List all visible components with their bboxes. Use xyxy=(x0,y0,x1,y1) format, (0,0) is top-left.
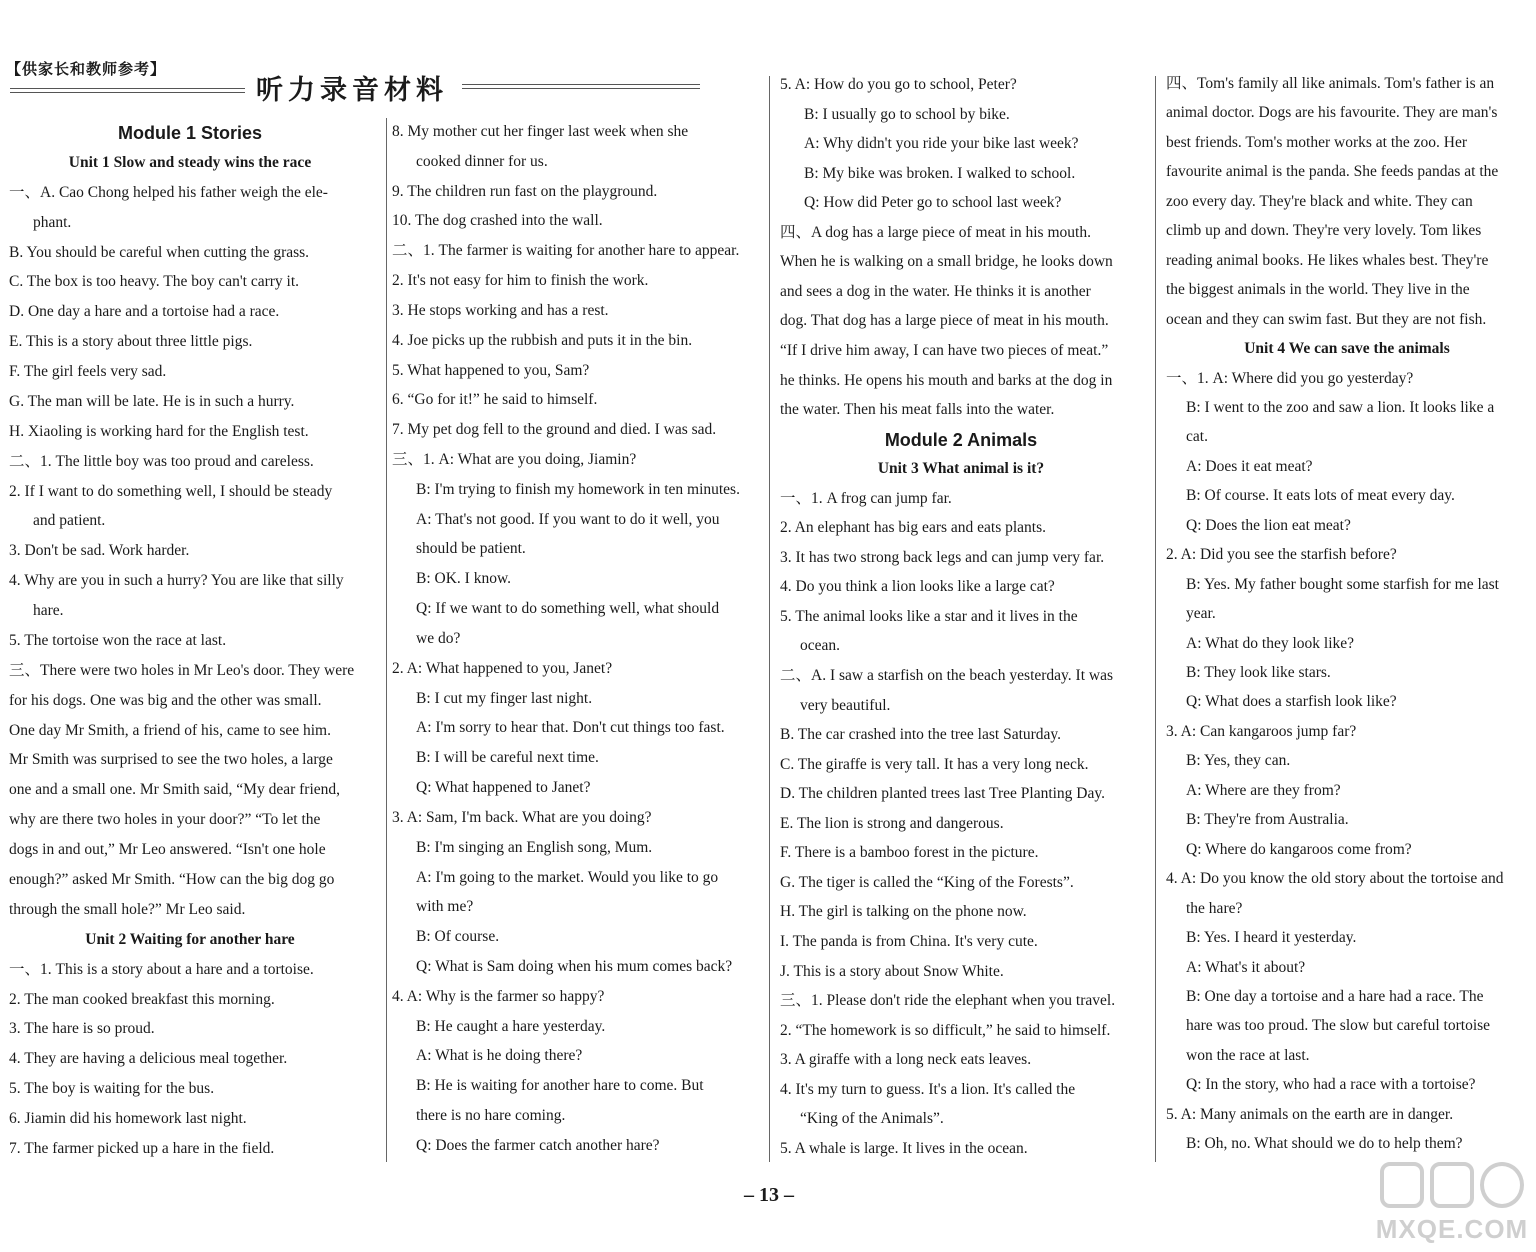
text-line: G. The tiger is called the “King of the Forests”. xyxy=(780,873,1074,891)
text-line: “King of the Animals”. xyxy=(800,1110,944,1128)
text-line: G. The man will be late. He is in such a hurry. xyxy=(9,392,295,410)
text-line: there is no hare coming. xyxy=(416,1107,566,1125)
text-line: with me? xyxy=(416,898,474,916)
text-line: 一、1. This is a story about a hare and a tortoise. xyxy=(9,960,314,978)
text-line: cat. xyxy=(1186,428,1208,446)
text-line: 4. A: Why is the farmer so happy? xyxy=(392,987,605,1005)
text-line: animal doctor. Dogs are his favourite. They are man's xyxy=(1166,104,1498,122)
text-line: B: I usually go to school by bike. xyxy=(804,105,1010,123)
text-line: 4. A: Do you know the old story about the tortoise and xyxy=(1166,870,1504,888)
text-line: A: What do they look like? xyxy=(1186,634,1355,652)
text-line: 3. A: Can kangaroos jump far? xyxy=(1166,722,1357,740)
title-rule-left xyxy=(10,88,245,89)
text-line: 4. They are having a delicious meal together. xyxy=(9,1050,288,1068)
unit-heading: Unit 1 Slow and steady wins the race xyxy=(68,153,312,171)
text-line: D. One day a hare and a tortoise had a race. xyxy=(9,303,280,321)
text-line: B: I'm singing an English song, Mum. xyxy=(416,838,653,856)
text-line: the water. Then his meat falls into the water. xyxy=(780,401,1055,419)
text-line: dogs in and out,” Mr Leo answered. “Isn't one hole xyxy=(9,841,326,859)
text-line: won the race at last. xyxy=(1186,1046,1310,1064)
text-line: B. You should be careful when cutting the grass. xyxy=(9,243,310,261)
text-line: A: What is he doing there? xyxy=(416,1047,583,1065)
text-line: 6. Jiamin did his homework last night. xyxy=(9,1110,247,1128)
text-line: E. The lion is strong and dangerous. xyxy=(780,814,1004,832)
text-line: 5. The animal looks like a star and it lives in the xyxy=(780,607,1078,625)
text-line: ocean and they can swim fast. But they are not fish. xyxy=(1166,310,1487,328)
text-line: When he is walking on a small bridge, he looks down xyxy=(780,253,1113,271)
text-line: for his dogs. One was big and the other was small. xyxy=(9,691,322,709)
text-line: 5. A: How do you go to school, Peter? xyxy=(780,76,1017,93)
watermark-box-3 xyxy=(1480,1162,1524,1208)
text-line: Q: If we want to do something well, what should xyxy=(416,600,720,618)
text-line: A: What's it about? xyxy=(1186,958,1306,976)
text-line: 2. An elephant has big ears and eats plants. xyxy=(780,519,1047,537)
text-line: 5. A whale is large. It lives in the ocean. xyxy=(780,1139,1028,1157)
text-line: Q: Where do kangaroos come from? xyxy=(1186,840,1412,858)
text-line: E. This is a story about three little pigs. xyxy=(9,333,253,351)
text-line: 三、There were two holes in Mr Leo's door. They were xyxy=(9,661,355,679)
text-line: A: Does it eat meat? xyxy=(1186,457,1313,475)
text-line: 3. Don't be sad. Work harder. xyxy=(9,542,190,560)
text-line: through the small hole?” Mr Leo said. xyxy=(9,900,246,918)
text-line: H. Xiaoling is working hard for the English test. xyxy=(9,422,309,440)
text-line: F. The girl feels very sad. xyxy=(9,363,167,381)
watermark-box-2 xyxy=(1430,1162,1474,1208)
text-line: B: OK. I know. xyxy=(416,570,512,588)
text-line: One day Mr Smith, a friend of his, came to see him. xyxy=(9,721,331,739)
title-rule-right xyxy=(462,84,700,85)
text-line: 四、A dog has a large piece of meat in his mouth. xyxy=(780,223,1091,241)
text-line: B: Yes. I heard it yesterday. xyxy=(1186,929,1357,947)
text-line: A: Why didn't you ride your bike last week? xyxy=(804,135,1079,153)
title-rule-right-2 xyxy=(462,88,700,89)
text-line: A: I'm going to the market. Would you like to go xyxy=(416,868,719,886)
text-line: B: Of course. xyxy=(416,928,500,946)
column-divider-3 xyxy=(1155,76,1156,1162)
text-line: I. The panda is from China. It's very cute. xyxy=(780,932,1038,950)
text-line: 三、1. A: What are you doing, Jiamin? xyxy=(392,451,637,469)
text-line: the biggest animals in the world. They live in the xyxy=(1166,281,1470,299)
text-line: B: Yes. My father bought some starfish for me last xyxy=(1186,575,1499,593)
text-line: A: I'm sorry to hear that. Don't cut things too fast. xyxy=(416,719,725,737)
text-line: B: One day a tortoise and a hare had a race. The xyxy=(1186,987,1484,1005)
text-line: hare. xyxy=(33,602,64,620)
text-line: 一、1. A: Where did you go yesterday? xyxy=(1166,369,1414,387)
text-line: B: They look like stars. xyxy=(1186,664,1331,681)
text-line: 四、Tom's family all like animals. Tom's father is an xyxy=(1166,75,1495,92)
text-line: and sees a dog in the water. He thinks it is another xyxy=(780,282,1091,300)
text-line: J. This is a story about Snow White. xyxy=(780,962,1004,980)
text-line: Q: Does the lion eat meat? xyxy=(1186,516,1351,534)
unit-heading: Unit 3 What animal is it? xyxy=(877,460,1045,478)
text-line: should be patient. xyxy=(416,540,526,558)
header-tag: 【供家长和教师参考】 xyxy=(6,60,167,78)
text-line: 二、1. The little boy was too proud and careless. xyxy=(9,452,314,470)
text-line: A: Where are they from? xyxy=(1186,781,1341,799)
page-title: 听力录音材料 xyxy=(256,75,448,106)
text-line: 2. A: What happened to you, Janet? xyxy=(392,659,613,677)
text-line: 一、1. A frog can jump far. xyxy=(780,489,952,507)
text-line: 7. The farmer picked up a hare in the field. xyxy=(9,1139,275,1157)
text-line: 2. If I want to do something well, I should be steady xyxy=(9,482,333,500)
text-line: 5. A: Many animals on the earth are in danger. xyxy=(1166,1105,1454,1123)
text-line: 4. Do you think a lion looks like a large cat? xyxy=(780,578,1055,596)
text-line: Q: Does the farmer catch another hare? xyxy=(416,1136,660,1154)
text-line: 3. He stops working and has a rest. xyxy=(392,301,609,319)
text-line: reading animal books. He likes whales best. They're xyxy=(1166,251,1489,269)
text-line: dog. That dog has a large piece of meat in his mouth. xyxy=(780,312,1109,330)
text-line: phant. xyxy=(33,213,72,231)
text-line: F. There is a bamboo forest in the picture. xyxy=(780,844,1039,862)
text-line: Q: In the story, who had a race with a tortoise? xyxy=(1186,1076,1476,1094)
text-line: 二、A. I saw a starfish on the beach yesterday. It was xyxy=(780,667,1114,684)
text-line: A: That's not good. If you want to do it well, you xyxy=(416,510,720,528)
text-line: B: I went to the zoo and saw a lion. It looks like a xyxy=(1186,398,1495,416)
text-line: B: They're from Australia. xyxy=(1186,811,1349,829)
text-line: B. The car crashed into the tree last Saturday. xyxy=(780,726,1062,744)
text-line: H. The girl is talking on the phone now. xyxy=(780,903,1027,921)
text-line: 3. The hare is so proud. xyxy=(9,1020,155,1038)
text-line: Q: What happened to Janet? xyxy=(416,779,591,797)
text-line: climb up and down. They're very lovely. Tom likes xyxy=(1166,222,1482,240)
text-line: “If I drive him away, I can have two pieces of meat.” xyxy=(780,341,1109,359)
watermark-logo xyxy=(1372,1156,1532,1246)
text-line: B: He is waiting for another hare to come. But xyxy=(416,1077,704,1095)
unit-heading: Unit 4 We can save the animals xyxy=(1244,340,1450,358)
module-heading: Module 2 Animals xyxy=(884,429,1038,450)
text-line: 3. A giraffe with a long neck eats leaves. xyxy=(780,1051,1032,1069)
text-line: 5. What happened to you, Sam? xyxy=(392,361,590,379)
text-line: B: I'm trying to finish my homework in ten minutes. xyxy=(416,480,740,498)
text-line: 5. The tortoise won the race at last. xyxy=(9,631,227,649)
text-line: 2. It's not easy for him to finish the work. xyxy=(392,272,649,290)
title-rule-left-2 xyxy=(10,92,245,93)
text-line: B: Of course. It eats lots of meat every day. xyxy=(1186,487,1455,505)
text-line: 8. My mother cut her finger last week when she xyxy=(392,123,689,140)
text-line: 2. “The homework is so difficult,” he said to himself. xyxy=(780,1021,1111,1039)
text-line: the hare? xyxy=(1186,899,1243,917)
text-line: 二、1. The farmer is waiting for another hare to appear. xyxy=(392,242,740,260)
text-line: D. The children planted trees last Tree Planting Day. xyxy=(780,785,1106,803)
text-line: and patient. xyxy=(33,512,106,530)
text-line: 4. Why are you in such a hurry? You are like that silly xyxy=(9,572,344,590)
text-line: very beautiful. xyxy=(800,696,891,714)
text-line: 6. “Go for it!” he said to himself. xyxy=(392,391,598,409)
text-line: ocean. xyxy=(800,637,841,655)
text-line: B: He caught a hare yesterday. xyxy=(416,1017,606,1035)
text-line: we do? xyxy=(416,629,461,647)
text-line: 10. The dog crashed into the wall. xyxy=(392,212,603,230)
text-line: B: I will be careful next time. xyxy=(416,749,599,767)
text-line: 3. It has two strong back legs and can jump very far. xyxy=(780,548,1105,566)
text-line: 9. The children run fast on the playground. xyxy=(392,182,658,200)
text-line: enough?” asked Mr Smith. “How can the big dog go xyxy=(9,871,335,888)
text-line: best friends. Tom's mother works at the zoo. Her xyxy=(1166,133,1468,151)
watermark-text: MXQE.COM xyxy=(1375,1214,1529,1244)
text-line: favourite animal is the panda. She feeds pandas at the xyxy=(1166,163,1499,181)
text-line: cooked dinner for us. xyxy=(416,152,548,170)
text-line: 7. My pet dog fell to the ground and died. I was sad. xyxy=(392,421,717,439)
text-line: B: Yes, they can. xyxy=(1186,752,1291,770)
text-line: B: My bike was broken. I walked to school. xyxy=(804,164,1076,182)
text-line: why are there two holes in your door?” “To let the xyxy=(9,811,321,829)
page-number: – 13 – xyxy=(744,1184,794,1206)
text-line: Q: What does a starfish look like? xyxy=(1186,693,1397,711)
text-line: 5. The boy is waiting for the bus. xyxy=(9,1080,215,1098)
text-line: 2. The man cooked breakfast this morning. xyxy=(9,990,275,1008)
text-line: C. The box is too heavy. The boy can't carry it. xyxy=(9,273,300,291)
text-line: C. The giraffe is very tall. It has a very long neck. xyxy=(780,755,1089,773)
text-line: B: Oh, no. What should we do to help them? xyxy=(1186,1135,1463,1153)
text-line: Mr Smith was surprised to see the two holes, a large xyxy=(9,751,333,769)
text-line: 2. A: Did you see the starfish before? xyxy=(1166,546,1397,564)
unit-heading: Unit 2 Waiting for another hare xyxy=(85,930,295,948)
text-line: 4. It's my turn to guess. It's a lion. It's called the xyxy=(780,1080,1076,1098)
text-line: Q: How did Peter go to school last week? xyxy=(804,194,1062,212)
text-line: year. xyxy=(1186,605,1216,623)
text-line: Q: What is Sam doing when his mum comes back? xyxy=(416,957,733,975)
text-line: hare was too proud. The slow but careful tortoise xyxy=(1186,1017,1491,1035)
text-line: 3. A: Sam, I'm back. What are you doing? xyxy=(392,808,652,826)
text-line: B: I cut my finger last night. xyxy=(416,689,593,707)
text-line: zoo every day. They're black and white. They can xyxy=(1166,192,1473,210)
text-line: one and a small one. Mr Smith said, “My dear friend, xyxy=(9,781,341,799)
column-divider-1 xyxy=(386,118,387,1162)
column-divider-2 xyxy=(769,76,770,1162)
text-line: he thinks. He opens his mouth and barks at the dog in xyxy=(780,371,1113,389)
text-line: 4. Joe picks up the rubbish and puts it in the bin. xyxy=(392,331,693,349)
watermark-box-1 xyxy=(1380,1162,1424,1208)
module-heading: Module 1 Stories xyxy=(117,123,263,143)
text-line: 一、A. Cao Chong helped his father weigh the ele- xyxy=(9,183,328,201)
text-line: 三、1. Please don't ride the elephant when you travel. xyxy=(780,992,1116,1010)
